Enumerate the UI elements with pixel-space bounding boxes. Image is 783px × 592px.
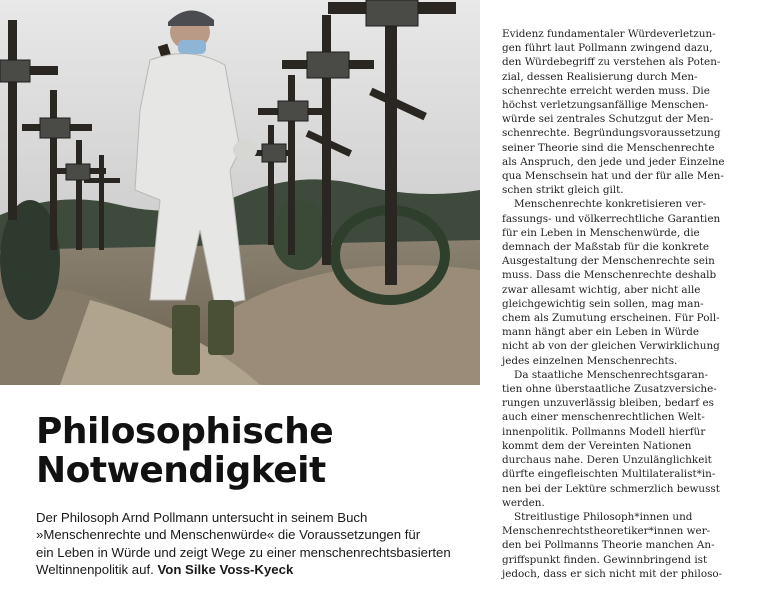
body-line: schenrechte erreicht werden muss. Die xyxy=(502,84,710,97)
body-line: tien ohne überstaatliche Zusatzversiche- xyxy=(502,383,717,396)
body-line: schen strikt gleich gilt. xyxy=(502,184,624,197)
body-line: rungen unzuverlässig bleiben, bedarf es xyxy=(502,397,714,410)
body-line: kommt dem der Vereinten Nationen xyxy=(502,439,692,452)
body-line: griffspunkt finden. Gewinnbringend ist xyxy=(502,553,708,566)
body-line: jedes einzelnen Menschenrechts. xyxy=(502,354,678,367)
body-line: demnach der Maßstab für die konkrete xyxy=(502,241,710,254)
intro-line: Der Philosoph Arnd Pollmann untersucht in seinem Buch xyxy=(36,510,368,525)
body-line: gen führt laut Pollmann zwingend dazu, xyxy=(502,42,713,55)
intro-line-last xyxy=(36,561,476,578)
article-body-column xyxy=(502,27,724,581)
body-line: werden. xyxy=(502,496,545,509)
body-line: mann hängt aber ein Leben in Würde xyxy=(502,326,700,339)
body-line: zwar allesamt wichtig, aber nicht alle xyxy=(502,283,701,296)
body-line: zial, dessen Realisierung durch Men- xyxy=(502,70,698,83)
body-line: seiner Theorie sind die Menschenrechte xyxy=(502,141,715,154)
body-line: würde sei zentrales Schutzgut der Men- xyxy=(502,113,714,126)
body-line: muss. Dass die Menschenrechte deshalb xyxy=(502,269,717,282)
body-line: nicht ab von der gleichen Verwirklichung xyxy=(502,340,720,353)
body-line: Ausgestaltung der Menschenrechte sein xyxy=(502,255,715,268)
body-line: innenpolitik. Pollmanns Modell hierfür xyxy=(502,425,706,438)
body-line: fassungs- und völkerrechtliche Garantien xyxy=(502,212,721,225)
article-intro xyxy=(36,509,476,579)
body-line: nen bei der Lektüre schmerzlich bewusst xyxy=(502,482,720,495)
body-line: höchst verletzungsanfällige Menschen- xyxy=(502,99,709,112)
body-line: als Anspruch, den jede und jeder Einzelne xyxy=(502,155,725,168)
body-line: den Würdebegriff zu verstehen als Poten- xyxy=(502,56,721,69)
body-line: für ein Leben in Menschenwürde, die xyxy=(502,226,700,239)
body-line: Evidenz fundamentaler Würdeverletzun- xyxy=(502,28,716,40)
intro-line: ein Leben in Würde und zeigt Wege zu einer menschenrechtsbasierten xyxy=(36,544,451,560)
body-line: qua Menschsein hat und der für alle Men- xyxy=(502,170,724,183)
body-line: Da staatliche Menschenrechtsgaran- xyxy=(514,368,709,381)
body-line: schenrechte. Begründungsvoraussetzung xyxy=(502,127,721,140)
article-headline xyxy=(36,412,456,490)
body-line: Menschenrechtstheoretiker*innen wer- xyxy=(502,525,711,538)
body-line: durchaus nahe. Deren Unzulänglichkeit xyxy=(502,454,712,467)
cemetery-photo xyxy=(0,0,480,385)
intro-line: »Menschenrechte und Menschenwürde« die Voraussetzungen für xyxy=(36,527,421,543)
body-line: dürfte eingefleischten Multilateralist*in- xyxy=(502,468,716,481)
headline-line-1: Philosophische xyxy=(36,411,334,452)
intro-last-text: Weltinnenpolitik auf. xyxy=(36,562,154,578)
headline-line-2: Notwendigkeit xyxy=(36,450,326,491)
body-line: jedoch, dass er sich nicht mit der philoso- xyxy=(502,567,723,580)
byline: Von Silke Voss-Kyeck xyxy=(157,562,294,578)
body-line: auch einer menschenrechtlichen Welt- xyxy=(502,411,705,424)
body-line: Streitlustige Philosoph*innen und xyxy=(514,510,693,523)
body-line: den bei Pollmanns Theorie manchen An- xyxy=(502,539,715,552)
body-line: Menschenrechte konkretisieren ver- xyxy=(514,198,706,211)
body-line: chem als Zumutung erscheinen. Für Poll- xyxy=(502,312,720,325)
body-line: gleichgewichtig sein sollen, mag man- xyxy=(502,297,704,310)
